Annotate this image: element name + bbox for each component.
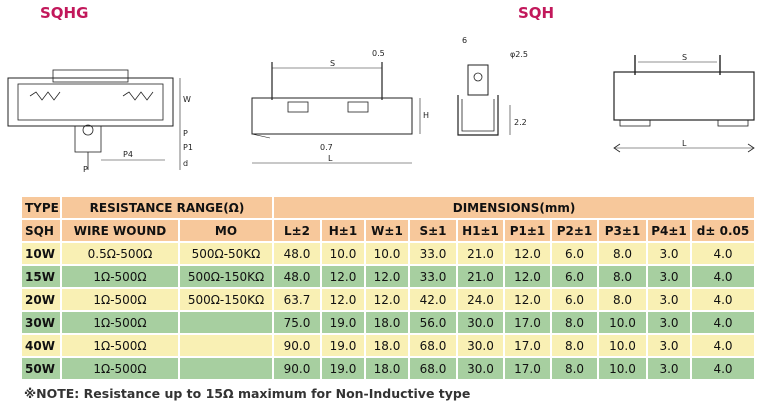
- table-cell: 1Ω-500Ω: [61, 288, 179, 311]
- table-cell: 30.0: [457, 334, 504, 357]
- table-cell: 17.0: [504, 334, 551, 357]
- header-cell: L±2: [273, 219, 321, 242]
- table-cell: 3.0: [647, 288, 691, 311]
- table-cell: 1Ω-500Ω: [61, 311, 179, 334]
- table-cell: 18.0: [365, 311, 409, 334]
- table-cell: 17.0: [504, 311, 551, 334]
- table-cell: 18.0: [365, 334, 409, 357]
- header-cell: SQH: [21, 219, 61, 242]
- table-cell: 1Ω-500Ω: [61, 334, 179, 357]
- table-cell: 6.0: [551, 242, 598, 265]
- header-cell: d± 0.05: [691, 219, 755, 242]
- table-cell: 4.0: [691, 288, 755, 311]
- table-cell: 3.0: [647, 265, 691, 288]
- table-cell: 19.0: [321, 311, 365, 334]
- sqhg-label-p4: P4: [123, 150, 133, 159]
- sqh-title: SQH: [518, 4, 555, 22]
- row-type-cell: 30W: [21, 311, 61, 334]
- sqh-side-drawing: [440, 35, 560, 165]
- header-cell: W±1: [365, 219, 409, 242]
- front-label-07: 0.7: [320, 143, 333, 152]
- note-text: ※NOTE: Resistance up to 15Ω maximum for Non-Inductive type: [24, 386, 471, 401]
- table-row: [21, 265, 755, 288]
- right-label-s: S: [682, 53, 688, 62]
- header-cell: S±1: [409, 219, 457, 242]
- table-cell: 12.0: [321, 288, 365, 311]
- table-row: [21, 311, 755, 334]
- table-cell: 3.0: [647, 357, 691, 380]
- sqh-front-drawing: [240, 38, 435, 173]
- header-cell: P4±1: [647, 219, 691, 242]
- table-cell: 33.0: [409, 242, 457, 265]
- table-cell: 12.0: [365, 288, 409, 311]
- table-cell: 90.0: [273, 357, 321, 380]
- sqhg-label-p: P: [183, 129, 188, 138]
- row-type-cell: 20W: [21, 288, 61, 311]
- table-cell: 8.0: [598, 265, 647, 288]
- table-cell: 3.0: [647, 311, 691, 334]
- table-row: [21, 242, 755, 265]
- table-body: [21, 242, 755, 380]
- side-label-phi: φ2.5: [510, 50, 528, 59]
- header-row-1: [21, 196, 755, 219]
- table-cell: 75.0: [273, 311, 321, 334]
- front-label-l: L: [328, 154, 333, 163]
- spec-table: [20, 195, 756, 381]
- table-cell: 12.0: [504, 242, 551, 265]
- table-cell: 30.0: [457, 311, 504, 334]
- table-cell: 3.0: [647, 242, 691, 265]
- table-cell: 48.0: [273, 265, 321, 288]
- table-cell: 8.0: [598, 242, 647, 265]
- front-label-05: 0.5: [372, 49, 385, 58]
- table-cell: 8.0: [551, 334, 598, 357]
- sqhg-label-p-bottom: P: [83, 165, 88, 174]
- table-cell: 1Ω-500Ω: [61, 265, 179, 288]
- table-cell: 12.0: [504, 288, 551, 311]
- right-label-l: L: [682, 139, 687, 148]
- header-dimensions: DIMENSIONS(mm): [273, 196, 755, 219]
- front-label-h: H: [423, 111, 430, 120]
- table-cell: 500Ω-150KΩ: [179, 265, 273, 288]
- header-row-2: [21, 219, 755, 242]
- table-cell: 56.0: [409, 311, 457, 334]
- table-cell: 12.0: [504, 265, 551, 288]
- row-type-cell: 40W: [21, 334, 61, 357]
- table-cell: 24.0: [457, 288, 504, 311]
- row-type-cell: 15W: [21, 265, 61, 288]
- table-cell: 10.0: [321, 242, 365, 265]
- table-cell: 63.7: [273, 288, 321, 311]
- table-row: [21, 288, 755, 311]
- table-cell: 1Ω-500Ω: [61, 357, 179, 380]
- table-cell: 21.0: [457, 265, 504, 288]
- row-type-cell: 50W: [21, 357, 61, 380]
- table-cell: 500Ω-150KΩ: [179, 288, 273, 311]
- table-cell: 19.0: [321, 334, 365, 357]
- sqhg-label-p1: P1: [183, 143, 193, 152]
- sqh-right-drawing: [600, 40, 770, 170]
- table-cell: 10.0: [598, 357, 647, 380]
- header-cell: WIRE WOUND: [61, 219, 179, 242]
- table-cell: 6.0: [551, 288, 598, 311]
- sqhg-label-d: d: [183, 159, 189, 168]
- table-row: [21, 334, 755, 357]
- table-cell: [179, 334, 273, 357]
- table-cell: 30.0: [457, 357, 504, 380]
- table-cell: [179, 357, 273, 380]
- table-cell: 10.0: [598, 311, 647, 334]
- header-cell: H±1: [321, 219, 365, 242]
- table-cell: 17.0: [504, 357, 551, 380]
- table-cell: 3.0: [647, 334, 691, 357]
- table-cell: 0.5Ω-500Ω: [61, 242, 179, 265]
- header-cell: P1±1: [504, 219, 551, 242]
- table-cell: 33.0: [409, 265, 457, 288]
- header-cell: P3±1: [598, 219, 647, 242]
- sqhg-label-w: W: [183, 95, 191, 104]
- sqhg-title: SQHG: [40, 4, 89, 22]
- side-label-22: 2.2: [514, 118, 527, 127]
- table-cell: 21.0: [457, 242, 504, 265]
- table-cell: 18.0: [365, 357, 409, 380]
- table-cell: 8.0: [551, 311, 598, 334]
- table-cell: 8.0: [551, 357, 598, 380]
- side-label-6: 6: [462, 36, 468, 45]
- header-cell: H1±1: [457, 219, 504, 242]
- table-cell: 4.0: [691, 242, 755, 265]
- table-cell: 12.0: [365, 265, 409, 288]
- table-cell: 42.0: [409, 288, 457, 311]
- table-cell: 10.0: [365, 242, 409, 265]
- table-cell: 68.0: [409, 357, 457, 380]
- table-cell: 12.0: [321, 265, 365, 288]
- table-cell: 48.0: [273, 242, 321, 265]
- table-cell: 4.0: [691, 357, 755, 380]
- table-cell: 4.0: [691, 311, 755, 334]
- header-resistance-range: RESISTANCE RANGE(Ω): [61, 196, 273, 219]
- header-cell: MO: [179, 219, 273, 242]
- header-cell: P2±1: [551, 219, 598, 242]
- row-type-cell: 10W: [21, 242, 61, 265]
- sqhg-drawing: [5, 60, 200, 180]
- table-cell: 500Ω-50KΩ: [179, 242, 273, 265]
- table-cell: 10.0: [598, 334, 647, 357]
- table-cell: 8.0: [598, 288, 647, 311]
- table-cell: 4.0: [691, 334, 755, 357]
- table-cell: 4.0: [691, 265, 755, 288]
- table-cell: 90.0: [273, 334, 321, 357]
- table-cell: 68.0: [409, 334, 457, 357]
- table-cell: [179, 311, 273, 334]
- table-row: [21, 357, 755, 380]
- front-label-s: S: [330, 59, 336, 68]
- table-cell: 19.0: [321, 357, 365, 380]
- table-cell: 6.0: [551, 265, 598, 288]
- header-type: TYPE: [21, 196, 61, 219]
